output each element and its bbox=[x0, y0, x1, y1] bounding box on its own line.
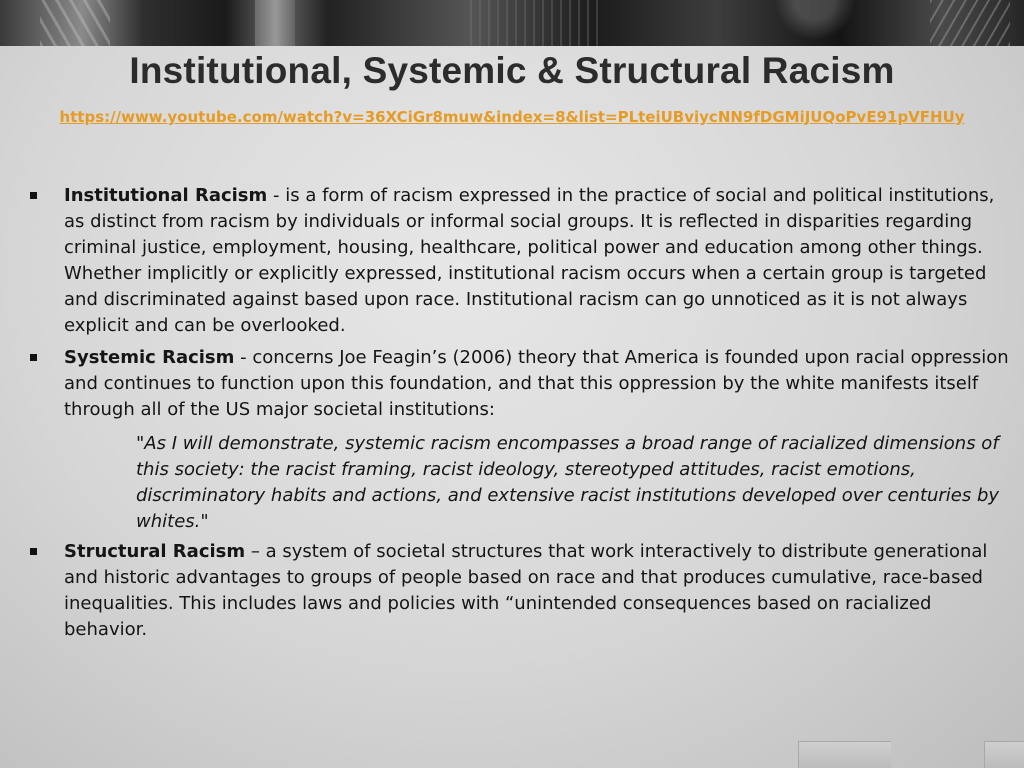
bullet-text: - concerns Joe Feagin’s (2006) theory that America is founded upon racial oppression and continues to function upon this foundation, and that this oppression by the white manifests itself through all of the US major societal institutions: bbox=[64, 347, 1009, 420]
decorative-frame bbox=[798, 741, 891, 768]
bullet-text: – a system of societal structures that work interactively to distribute generational and historic advantages to groups of people based on race and that produces cumulative, race-based inequalities. This includes laws and policies with “unintended consequences based on racialized behavior. bbox=[64, 541, 988, 640]
bullet-term: Institutional Racism bbox=[64, 185, 268, 206]
decorative-frame bbox=[984, 741, 1024, 768]
bullet-institutional-racism bbox=[30, 183, 1010, 339]
bullet-list bbox=[30, 183, 1010, 643]
bullet-systemic-racism bbox=[30, 345, 1010, 423]
bullet-term: Systemic Racism bbox=[64, 347, 235, 368]
youtube-link[interactable]: https://www.youtube.com/watch?v=36XCiGr8muw&index=8&list=PLteiUBviycNN9fDGMiJUQoPvE91pVFHUy bbox=[59, 108, 965, 126]
bullet-term: Structural Racism bbox=[64, 541, 246, 562]
header-banner-image bbox=[0, 0, 1024, 46]
feagin-quote: "As I will demonstrate, systemic racism encompasses a broad range of racialized dimensions of this society: the racist framing, racist ideology, stereotyped attitudes, racist emotions, discriminatory habits and actions, and extensive racist institutions developed over centuries by whites." bbox=[136, 433, 1000, 532]
square-bullet-icon bbox=[30, 548, 37, 555]
bullet-text: - is a form of racism expressed in the practice of social and political institutions, as distinct from racism by individuals or informal social groups. It is reflected in disparities regarding criminal justice, employment, housing, healthcare, political power and education among other things. Whether implicitly or explicitly expressed, institutional racism occurs when a certain group is targeted and discriminated against based upon race. Institutional racism can go unnoticed as it is not always explicit and can be overlooked. bbox=[64, 185, 995, 336]
square-bullet-icon bbox=[30, 192, 37, 199]
square-bullet-icon bbox=[30, 354, 37, 361]
slide-title: Institutional, Systemic & Structural Racism bbox=[129, 50, 895, 91]
bullet-structural-racism bbox=[30, 539, 1010, 643]
